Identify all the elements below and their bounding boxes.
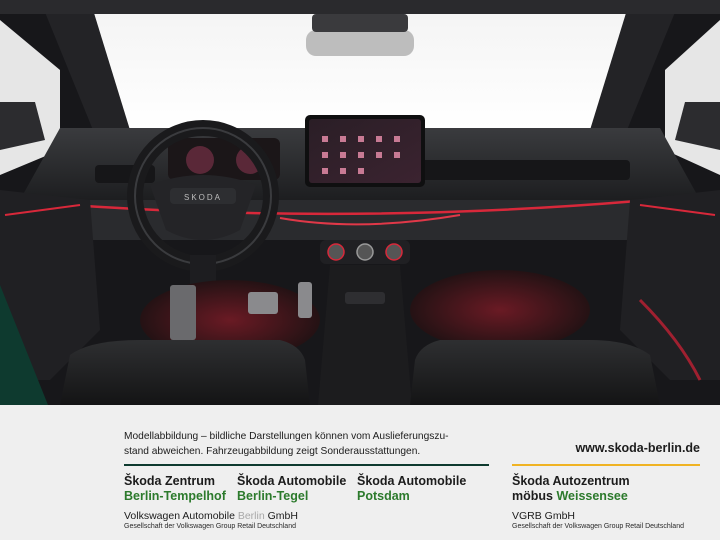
steering-badge: SKODA xyxy=(183,193,223,202)
website-link[interactable]: www.skoda-berlin.de xyxy=(575,441,700,455)
dealer-location: Weissensee xyxy=(556,489,628,503)
yellow-divider xyxy=(512,464,700,466)
disclaimer-text xyxy=(124,429,484,459)
dealer-name: Škoda Zentrum xyxy=(124,474,215,488)
dealer-footer xyxy=(0,405,720,540)
company-prefix: Volkswagen Automobile xyxy=(124,510,238,522)
company-group-right: Gesellschaft der Volkswagen Group Retail Deutschland xyxy=(512,523,684,530)
dealer-name: Škoda Automobile xyxy=(357,474,467,488)
dealer-tempelhof xyxy=(124,474,226,504)
dealer-tegel xyxy=(237,474,346,504)
company-vw-berlin xyxy=(124,510,298,522)
dealer-potsdam xyxy=(357,474,466,504)
dealer-name: Škoda Automobile xyxy=(237,474,347,488)
company-muted: Berlin xyxy=(237,510,265,522)
disclaimer-line-2: stand abweichen. Fahrzeugabbildung zeigt Sonderausstattungen. xyxy=(124,446,421,457)
dealer-location-prefix: möbus xyxy=(512,489,557,503)
dealer-weissensee xyxy=(512,474,630,504)
company-vgrb: VGRB GmbH xyxy=(512,510,576,522)
disclaimer-line-1: Modellabbildung – bildliche Darstellungen können vom Auslieferungszu- xyxy=(124,431,449,442)
dealer-location: Berlin-Tegel xyxy=(237,489,309,503)
green-divider xyxy=(124,464,489,466)
dealer-location: Potsdam xyxy=(357,489,410,503)
company-group-left: Gesellschaft der Volkswagen Group Retail Deutschland xyxy=(124,523,296,530)
dealer-name: Škoda Autozentrum xyxy=(512,474,630,488)
company-suffix: GmbH xyxy=(264,510,298,522)
dealer-location: Berlin-Tempelhof xyxy=(124,489,226,503)
